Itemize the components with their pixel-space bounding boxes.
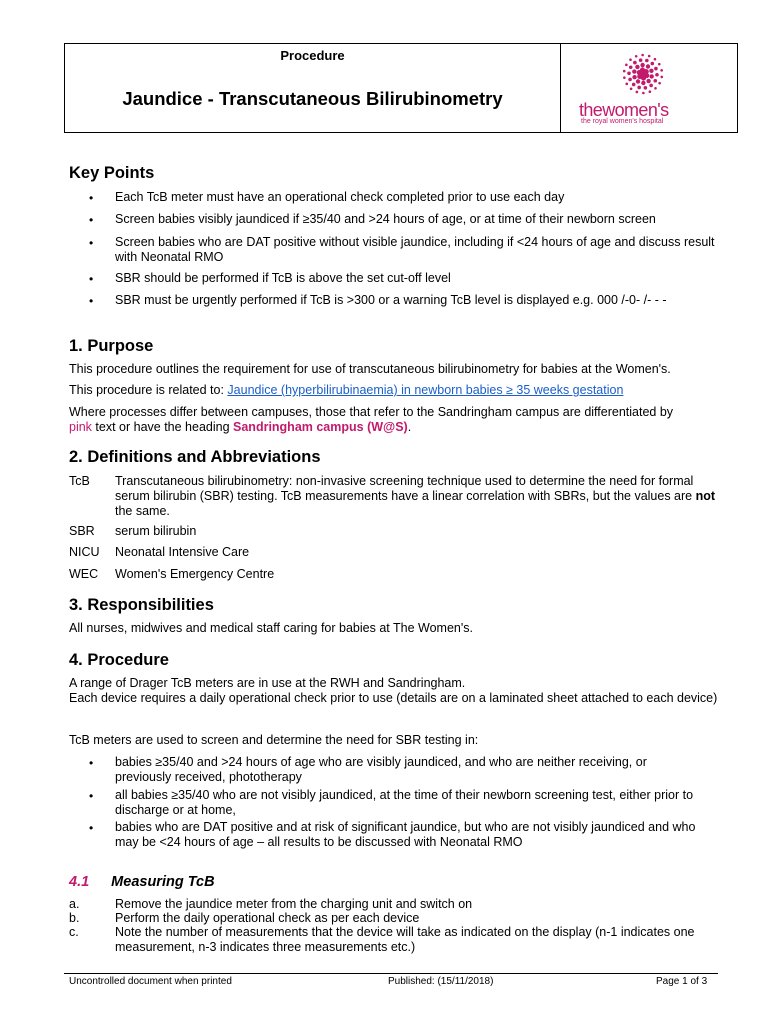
footer-published: Published: (15/11/2018)	[388, 976, 494, 987]
term-sbr: SBR	[69, 524, 95, 538]
definition-sbr: serum bilirubin	[115, 524, 197, 538]
purpose-text: This procedure outlines the requirement for use of transcutaneous bilirubinometry for babies at the Women's.	[69, 362, 671, 376]
logo-name: thewomen's	[579, 100, 669, 120]
measuring-heading	[69, 874, 215, 890]
step-text: Remove the jaundice meter from the charging unit and switch on	[115, 897, 473, 911]
pink-word: pink	[69, 420, 92, 434]
measuring-number: 4.1	[69, 874, 90, 890]
step-label: a.	[69, 897, 80, 911]
related-procedure-line	[69, 383, 623, 398]
term-nicu: NICU	[69, 545, 100, 559]
bullet-icon: •	[89, 191, 94, 205]
term-wec: WEC	[69, 567, 99, 581]
step-label: c.	[69, 925, 79, 939]
definition-nicu: Neonatal Intensive Care	[115, 545, 250, 559]
responsibilities-text: All nurses, midwives and medical staff caring for babies at The Women's.	[69, 621, 473, 635]
campus-note-end: .	[407, 420, 412, 434]
procedure-para-1b: Each device requires a daily operational check prior to use (details are on a laminated sheet attached to each device)	[69, 691, 718, 705]
list-item: babies ≥35/40 and >24 hours of age who are visibly jaundiced, and who are neither receiving, or previously received, phototherapy	[115, 755, 647, 784]
measuring-title: Measuring TcB	[111, 874, 215, 890]
definition-tcb-emphasis: not	[695, 489, 716, 503]
related-prefix: This procedure is related to:	[69, 383, 228, 397]
bullet-icon: •	[89, 789, 94, 803]
campus-note-mid: text or have the heading	[91, 420, 234, 434]
procedure-heading: 4. Procedure	[69, 651, 169, 669]
document-title: Jaundice - Transcutaneous Bilirubinometry	[122, 88, 503, 109]
procedure-para-2: TcB meters are used to screen and determine the need for SBR testing in:	[69, 733, 479, 747]
definitions-heading: 2. Definitions and Abbreviations	[69, 448, 321, 466]
definition-tcb	[115, 474, 720, 519]
definition-wec: Women's Emergency Centre	[115, 567, 275, 581]
sandringham-heading-ref: Sandringham campus (W@S)	[233, 420, 408, 434]
logo-subtitle: the royal women's hospital	[581, 118, 664, 125]
footer-divider	[64, 973, 718, 974]
header-title-cell	[65, 44, 561, 132]
bullet-icon: •	[89, 236, 94, 250]
responsibilities-heading: 3. Responsibilities	[69, 596, 214, 614]
related-procedure-link[interactable]: Jaundice (hyperbilirubinaemia) in newborn babies ≥ 35 weeks gestation	[227, 383, 624, 397]
footer-page-number: Page 1 of 3	[656, 976, 708, 987]
bullet-icon: •	[89, 213, 94, 227]
term-tcb: TcB	[69, 474, 90, 488]
campus-note: Where processes differ between campuses, those that refer to the Sandringham campus are differentiated by	[69, 405, 674, 419]
list-item: Screen babies who are DAT positive without visible jaundice, including if <24 hours of age and discuss result with Neonatal RMO	[115, 235, 715, 264]
campus-note-continued	[69, 420, 411, 435]
step-text: Perform the daily operational check as per each device	[115, 911, 420, 925]
bullet-icon: •	[89, 272, 94, 286]
bullet-icon: •	[89, 294, 94, 308]
document-header	[64, 43, 738, 133]
womens-logo	[573, 50, 733, 130]
bullet-icon: •	[89, 821, 94, 835]
list-item: Screen babies visibly jaundiced if ≥35/40 and >24 hours of age, or at time of their newborn screen	[115, 212, 656, 226]
step-text: Note the number of measurements that the device will take as indicated on the display (n-1 indicates one measurement, n-3 indicates three measurements etc.)	[115, 925, 695, 954]
logo-burst-icon	[621, 52, 665, 96]
key-points-heading: Key Points	[69, 164, 155, 182]
list-item: SBR must be urgently performed if TcB is >300 or a warning TcB level is displayed e.g. 000 /-0- /- - -	[115, 293, 667, 307]
purpose-heading: 1. Purpose	[69, 337, 154, 355]
list-item: Each TcB meter must have an operational check completed prior to use each day	[115, 190, 565, 204]
list-item: SBR should be performed if TcB is above the set cut-off level	[115, 271, 451, 285]
definition-tcb-end: the same.	[115, 504, 170, 518]
list-item: babies who are DAT positive and at risk of significant jaundice, but who are not visibly jaundiced and who may be <24 hours of age – all results to be discussed with Neonatal RMO	[115, 820, 696, 849]
bullet-icon: •	[89, 756, 94, 770]
step-label: b.	[69, 911, 80, 925]
list-item: all babies ≥35/40 who are not visibly jaundiced, at the time of their newborn screening test, either prior to discharge or at home,	[115, 788, 694, 817]
document-type: Procedure	[280, 48, 345, 63]
procedure-para-1a: A range of Drager TcB meters are in use at the RWH and Sandringham.	[69, 676, 466, 690]
definition-tcb-text: Transcutaneous bilirubinometry: non-invasive screening technique used to determine the need for formal serum bilirubin (SBR) testing. TcB measurements have a linear correlation with SBRs, but the values are	[115, 474, 696, 503]
footer-uncontrolled: Uncontrolled document when printed	[69, 976, 232, 987]
